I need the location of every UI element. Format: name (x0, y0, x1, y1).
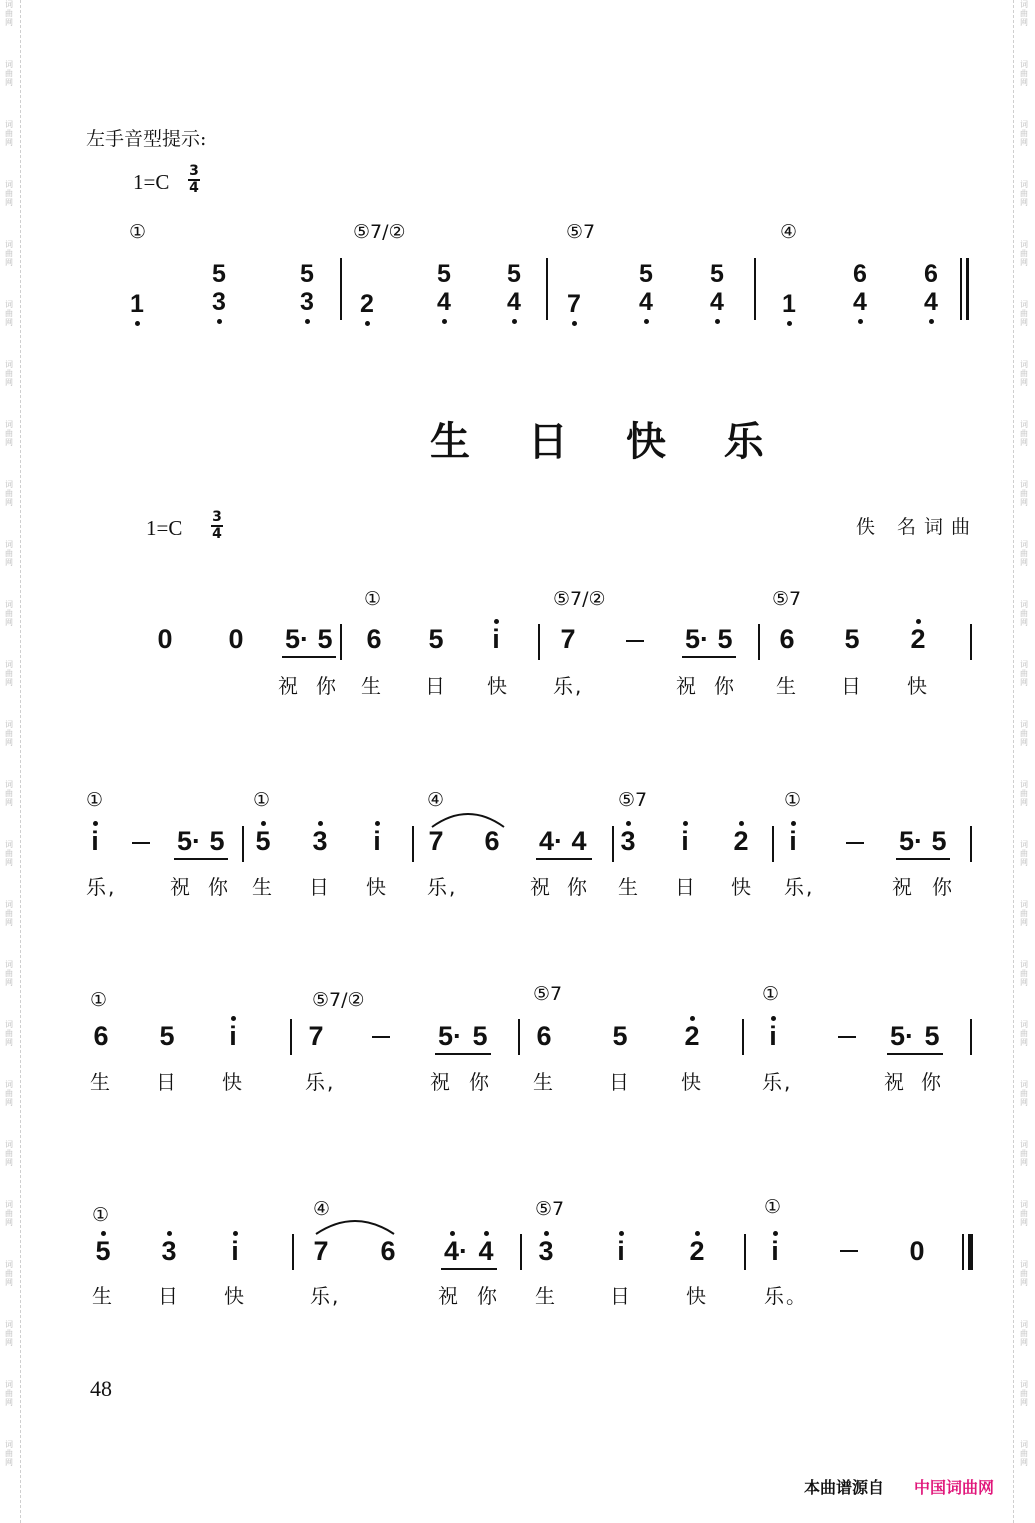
watermark-mark: 词 曲 网 (5, 0, 13, 27)
bar-line (970, 624, 972, 660)
eighth-underline (282, 656, 336, 658)
pattern-bass-2: 2 (356, 290, 378, 318)
left-edge-line (20, 0, 21, 1523)
note: 5· (437, 1021, 462, 1051)
chord-symbol: ⑤7 (618, 789, 648, 811)
eighth-underline (682, 656, 736, 658)
watermark-mark: 词 曲 网 (5, 900, 13, 927)
watermark-mark: 词 曲 网 (1020, 900, 1028, 927)
watermark-mark: 词 曲 网 (5, 1020, 13, 1047)
chord-symbol: ⑤7 (535, 1198, 565, 1220)
lyric: 祝 (676, 674, 698, 698)
bar-line (518, 1019, 520, 1055)
bar-line (292, 1234, 294, 1270)
watermark-mark: 词 曲 网 (5, 1140, 13, 1167)
bar-line (612, 826, 614, 862)
note: i (762, 1021, 784, 1052)
watermark-mark: 词 曲 网 (5, 960, 13, 987)
note: 5 (428, 624, 444, 654)
bar-line (772, 826, 774, 862)
note: 3 (535, 1236, 557, 1267)
slur-arc (312, 1214, 398, 1238)
bar-line (754, 258, 756, 320)
watermark-mark: 词 曲 网 (1020, 1380, 1028, 1407)
pattern-bass-1: 1 (126, 290, 148, 318)
note: 2 (907, 624, 929, 655)
watermark-mark: 词 曲 网 (1020, 1200, 1028, 1227)
note: 4· (441, 1236, 471, 1267)
chord-symbol: ⑤7 (533, 983, 563, 1005)
note: i (674, 826, 696, 857)
watermark-mark: 词 曲 网 (5, 1320, 13, 1347)
note: 4· (538, 826, 563, 856)
note: 6 (779, 624, 795, 654)
watermark-mark: 词 曲 网 (5, 1200, 13, 1227)
right-watermark-strip (1015, 0, 1035, 1523)
watermark-mark: 词 曲 网 (5, 360, 13, 387)
pattern-chord-notes: 5 4 (433, 260, 455, 316)
watermark-mark: 词 曲 网 (1020, 180, 1028, 207)
lyric: 乐, (305, 1070, 336, 1094)
eighth-underline (441, 1268, 497, 1270)
bar-line (538, 624, 540, 660)
watermark-mark: 词 曲 网 (5, 840, 13, 867)
chord-symbol: ① (762, 983, 780, 1005)
sustain-dash (372, 1036, 390, 1038)
lyric: 生 (535, 1284, 557, 1308)
sustain-dash (838, 1036, 856, 1038)
watermark-mark: 词 曲 网 (5, 1440, 13, 1467)
lyric: 乐, (553, 674, 584, 698)
pattern-chord-notes: 5 4 (503, 260, 525, 316)
lyric: 快 (907, 674, 929, 698)
lyric: 快 (224, 1284, 246, 1308)
source-label: 本曲谱源自 (804, 1478, 885, 1497)
bar-line (412, 826, 414, 862)
note: 7 (313, 1236, 329, 1266)
watermark-mark: 词 曲 网 (5, 540, 13, 567)
lyric: 生 (92, 1284, 114, 1308)
lyric: 生 (618, 875, 640, 899)
chord-symbol: ① (364, 588, 382, 610)
song-author: 佚 名词曲 (856, 516, 979, 538)
note: 5 (924, 1021, 940, 1051)
lyric: 日 (425, 674, 447, 698)
sustain-dash (846, 842, 864, 844)
note: 6 (484, 826, 500, 856)
note: 6 (380, 1236, 396, 1266)
watermark-mark: 词 曲 网 (5, 1380, 13, 1407)
watermark-mark: 词 曲 网 (1020, 840, 1028, 867)
watermark-mark: 词 曲 网 (1020, 600, 1028, 627)
lyric: 快 (731, 875, 753, 899)
eighth-underline (887, 1053, 943, 1055)
note: i (610, 1236, 632, 1267)
lyric: 日 (841, 674, 863, 698)
note: 6 (93, 1021, 109, 1051)
watermark-mark: 词 曲 网 (1020, 780, 1028, 807)
pattern-chord-notes: 5 3 (296, 260, 318, 316)
lyric: 祝 (170, 875, 192, 899)
note: 4 (571, 826, 587, 856)
note: 5 (472, 1021, 488, 1051)
lyric: 祝 (892, 875, 914, 899)
watermark-mark: 词 曲 网 (1020, 660, 1028, 687)
sustain-dash (626, 640, 644, 642)
lyric: 你 (567, 875, 589, 899)
watermark-mark: 词 曲 网 (1020, 300, 1028, 327)
pattern-key-signature: 1=C (133, 170, 170, 194)
pattern-chord-2: ⑤7/② (353, 221, 406, 243)
lyric: 生 (776, 674, 798, 698)
pattern-chord-notes: 6 4 (849, 260, 871, 316)
left-hand-pattern-hint: 左手音型提示: (86, 128, 207, 150)
chord-symbol: ⑤7/② (553, 588, 606, 610)
lyric: 祝 (430, 1070, 452, 1094)
lyric: 祝 (884, 1070, 906, 1094)
watermark-mark: 词 曲 网 (5, 300, 13, 327)
eighth-underline (435, 1053, 491, 1055)
lyric: 快 (222, 1070, 244, 1094)
note: 2 (730, 826, 752, 857)
note: 0 (909, 1236, 925, 1266)
lyric: 你 (208, 875, 230, 899)
lyric: 生 (90, 1070, 112, 1094)
double-bar-line (966, 258, 969, 320)
watermark-mark: 词 曲 网 (1020, 240, 1028, 267)
watermark-mark: 词 曲 网 (1020, 60, 1028, 87)
lyric: 乐, (86, 875, 117, 899)
bar-line (970, 1019, 972, 1055)
lyric: 你 (714, 674, 736, 698)
note: 5· (898, 826, 923, 856)
chord-symbol: ④ (313, 1198, 331, 1220)
chord-symbol: ⑤7 (772, 588, 802, 610)
lyric: 祝 (530, 875, 552, 899)
note: 5 (209, 826, 225, 856)
pattern-bass-3: 7 (563, 290, 585, 318)
watermark-mark: 词 曲 网 (1020, 540, 1028, 567)
watermark-mark: 词 曲 网 (1020, 1020, 1028, 1047)
note: i (222, 1021, 244, 1052)
watermark-mark: 词 曲 网 (1020, 480, 1028, 507)
note: 3 (309, 826, 331, 857)
sustain-dash (132, 842, 150, 844)
final-bar-line (962, 1234, 964, 1270)
lyric: 快 (366, 875, 388, 899)
note: i (782, 826, 804, 857)
note: 5 (252, 826, 274, 857)
lyric: 日 (309, 875, 331, 899)
note: 5 (612, 1021, 628, 1051)
bar-line (758, 624, 760, 660)
lyric: 快 (686, 1284, 708, 1308)
watermark-mark: 词 曲 网 (5, 720, 13, 747)
watermark-mark: 词 曲 网 (5, 420, 13, 447)
bar-line (742, 1019, 744, 1055)
note: 0 (157, 624, 173, 654)
watermark-mark: 词 曲 网 (1020, 120, 1028, 147)
eighth-underline (896, 858, 950, 860)
watermark-mark: 词 曲 网 (1020, 1260, 1028, 1287)
lyric: 你 (932, 875, 954, 899)
lyric: 乐, (784, 875, 815, 899)
watermark-mark: 词 曲 网 (1020, 1320, 1028, 1347)
note: i (366, 826, 388, 857)
chord-symbol: ① (86, 789, 104, 811)
right-edge-line (1013, 0, 1014, 1523)
watermark-mark: 词 曲 网 (5, 180, 13, 207)
bar-line (340, 624, 342, 660)
watermark-mark: 词 曲 网 (5, 780, 13, 807)
pattern-chord-notes: 5 4 (706, 260, 728, 316)
pattern-bass-4: 1 (778, 290, 800, 318)
lyric: 你 (469, 1070, 491, 1094)
lyric: 乐。 (764, 1284, 808, 1308)
note: 5· (684, 624, 709, 654)
lyric: 乐, (427, 875, 458, 899)
note: 7 (428, 826, 444, 856)
lyric: 乐, (310, 1284, 341, 1308)
lyric: 你 (477, 1284, 499, 1308)
note: 4 (475, 1236, 497, 1267)
note: 6 (536, 1021, 552, 1051)
site-name-link[interactable]: 中国词曲网 (914, 1478, 995, 1497)
note: 5 (844, 624, 860, 654)
watermark-mark: 词 曲 网 (5, 480, 13, 507)
page-number: 48 (90, 1376, 112, 1401)
note: i (224, 1236, 246, 1267)
lyric: 生 (361, 674, 383, 698)
pattern-chord-4: ④ (780, 221, 798, 243)
bar-line (546, 258, 548, 320)
chord-symbol: ① (253, 789, 271, 811)
watermark-mark: 词 曲 网 (1020, 960, 1028, 987)
note: 5 (317, 624, 333, 654)
meter-top: 3 (189, 163, 199, 179)
note: 5· (889, 1021, 914, 1051)
note: 7 (308, 1021, 324, 1051)
bar-line (744, 1234, 746, 1270)
song-time-signature: 3 4 (212, 509, 222, 542)
watermark-mark: 词 曲 网 (5, 660, 13, 687)
lyric: 日 (610, 1284, 632, 1308)
note: 5 (717, 624, 733, 654)
note: 3 (617, 826, 639, 857)
pattern-chord-notes: 6 4 (920, 260, 942, 316)
note: 5 (92, 1236, 114, 1267)
pattern-chord-notes: 5 4 (635, 260, 657, 316)
bar-line (340, 258, 342, 320)
watermark-mark: 词 曲 网 (5, 60, 13, 87)
note: i (764, 1236, 786, 1267)
watermark-mark: 词 曲 网 (5, 600, 13, 627)
watermark-mark: 词 曲 网 (5, 240, 13, 267)
note: 2 (686, 1236, 708, 1267)
chord-symbol: ① (92, 1204, 110, 1226)
lyric: 日 (675, 875, 697, 899)
lyric: 你 (921, 1070, 943, 1094)
eighth-underline (536, 858, 592, 860)
final-bar-line (968, 1234, 973, 1270)
note: 5· (284, 624, 309, 654)
pattern-chord-1: ① (129, 221, 147, 243)
lyric: 快 (681, 1070, 703, 1094)
watermark-mark: 词 曲 网 (1020, 0, 1028, 27)
note: 5 (931, 826, 947, 856)
watermark-mark: 词 曲 网 (5, 1260, 13, 1287)
chord-symbol: ① (764, 1196, 782, 1218)
lyric: 生 (533, 1070, 555, 1094)
eighth-underline (174, 858, 228, 860)
watermark-mark: 词 曲 网 (1020, 420, 1028, 447)
lyric: 日 (156, 1070, 178, 1094)
chord-symbol: ① (784, 789, 802, 811)
watermark-mark: 词 曲 网 (1020, 1440, 1028, 1467)
meter-bottom: 4 (189, 180, 199, 196)
note: 2 (681, 1021, 703, 1052)
watermark-mark: 词 曲 网 (5, 120, 13, 147)
watermark-mark: 词 曲 网 (5, 1080, 13, 1107)
lyric: 生 (252, 875, 274, 899)
lyric: 日 (158, 1284, 180, 1308)
note: 5 (159, 1021, 175, 1051)
bar-line (290, 1019, 292, 1055)
note: 7 (560, 624, 576, 654)
lyric: 乐, (762, 1070, 793, 1094)
lyric: 祝 (438, 1284, 460, 1308)
bar-line (520, 1234, 522, 1270)
song-key-signature: 1=C (146, 516, 183, 540)
note: i (485, 624, 507, 655)
bar-line (970, 826, 972, 862)
lyric: 快 (487, 674, 509, 698)
watermark-mark: 词 曲 网 (1020, 1080, 1028, 1107)
lyric: 日 (609, 1070, 631, 1094)
bar-line (242, 826, 244, 862)
chord-symbol: ④ (427, 789, 445, 811)
sustain-dash (840, 1250, 858, 1252)
pattern-chord-3: ⑤7 (566, 221, 596, 243)
note: 0 (228, 624, 244, 654)
note: i (84, 826, 106, 857)
note: 5· (176, 826, 201, 856)
song-title: 生 日 快 乐 (430, 419, 786, 465)
lyric: 祝 (278, 674, 300, 698)
double-bar-line (960, 258, 962, 320)
watermark-mark: 词 曲 网 (1020, 360, 1028, 387)
left-watermark-strip (0, 0, 20, 1523)
note: 3 (158, 1236, 180, 1267)
pattern-time-signature (188, 165, 200, 195)
watermark-mark: 词 曲 网 (1020, 720, 1028, 747)
pattern-chord-notes: 5 3 (208, 260, 230, 316)
chord-symbol: ⑤7/② (312, 989, 365, 1011)
watermark-mark: 词 曲 网 (1020, 1140, 1028, 1167)
chord-symbol: ① (90, 989, 108, 1011)
lyric: 你 (316, 674, 338, 698)
note: 6 (366, 624, 382, 654)
